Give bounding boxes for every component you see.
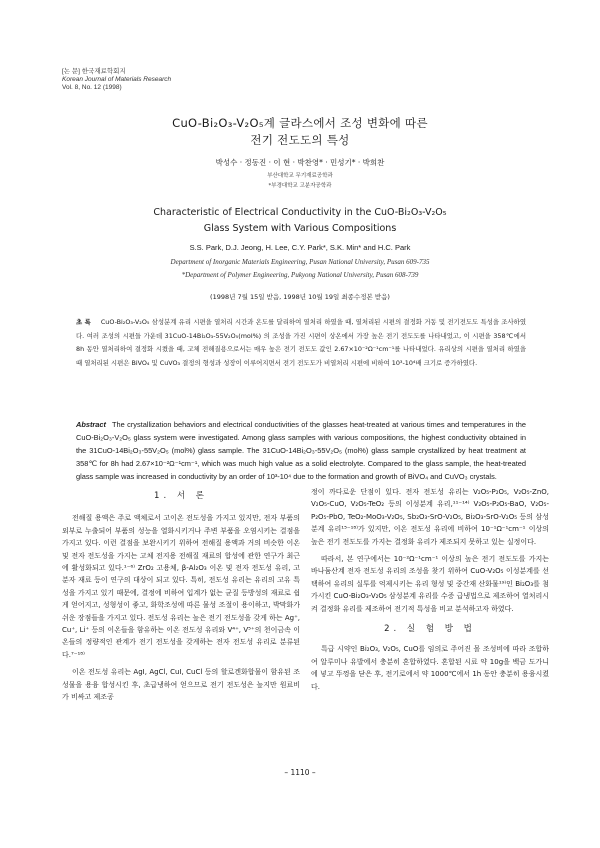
english-abstract-text: The crystallization behaviors and electrical conductivities of the glasses heat-treated at various times and temperatures in the CuO-Bi₂O₃-V₂O₅ glass system were investigated. Among glass samples with various compositions, the highest conductivity obtained in the 31CuO-14Bi₂O₃-55V₂O₅ (mol%) glass sample. The 31CuO-14Bi₂O₃-55V₂O₅ (mol%) glass sample crystallized by heat treatment at 358℃ for 8h had 2.67×10⁻²Ω⁻¹cm⁻¹, which was much high value as a solid electrolyte. Compared to the glass sample, the heat-treated glass sample was increased in conductivity by an order of 10³-10⁴ due to the formation and growth of BiVO₄ and CuVO₃ crystals. [76,420,526,481]
english-abstract [76,418,526,483]
body-paragraph: 따라서, 본 연구에서는 10⁻²Ω⁻¹cm⁻¹ 이상의 높은 전기 전도도를 가지는 바나듐산계 전자 전도성 유리의 조성을 찾기 위하여 CuO-V₂O₅ 이성분계를 선택하여 유리의 실투를 억제시키는 유리 형성 및 중간재 산화물¹⁹⁾인 Bi₂O₃를 첨가시킨 CuO-Bi₂O₃-V₂O₅ 삼성분계 유리를 수증 급냉법으로 제조하여 열처리시켜 결정화 유리를 제조하여 전기적 특성을 비교 분석하고자 하였다. [311,555,549,613]
section-heading-introduction: 1. 서 론 [154,491,208,501]
english-authors: S.S. Park, D.J. Jeong, H. Lee, C.Y. Park*, S.K. Min* and H.C. Park [189,243,411,252]
korean-title [0,115,600,149]
english-affiliations [0,256,600,282]
korean-affiliation-2: *부경대학교 고분자공학과 [268,183,332,189]
section-heading-experimental: 2. 실 험 방 법 [384,624,476,635]
korean-abstract [76,316,526,370]
body-paragraph: 특급 시약인 Bi₂O₃, V₂O₅, CuO를 임의로 주어진 몰 조성비에 따라 조합하여 알루미나 유발에서 충분히 혼합하였다. 혼합된 시료 약 10g을 백금 도가니에 넣고 뚜껑을 닫은 후, 전기로에서 약 1000℃에서 1h 동안 충분히 용융시켰다. [311,645,549,691]
body-paragraph: 정이 까다로운 단점이 있다. 전자 전도성 유리는 V₂O₅-P₂O₅, V₂O₅-ZnO, V₂O₅-CuO, V₂O₅-TeO₂ 등의 이성분계 유리,¹¹⁻¹⁴⁾ V₂O₅-P₂O₅-BaO, V₂O₅-P₂O₅-PbO, TeO₂-MoO₃-V₂O₅, Sb₂O₃-SrO-V₂O₅, Bi₂O₃-SrO-V₂O₅ 등의 삼성분계 유리¹⁵⁻¹⁸⁾가 있지만, 이온 전도성 유리에 비하여 10⁻¹Ω⁻¹cm⁻¹ 이상의 높은 전기 전도도를 가지는 결정화 유리가 제조되지 못하고 있는 실정이다. [311,488,549,546]
korean-abstract-label: 초 록 [76,318,91,326]
english-title-line2: Glass System with Various Compositions [203,223,397,234]
page-number: – 1110 – [284,768,316,777]
received-date: (1998년 7월 15일 받음, 1998년 10월 19일 최종수정본 받음) [210,293,390,301]
right-column [311,486,549,693]
body-paragraph: 이온 전도성 유리는 AgI, AgCl, CuI, CuCl 등의 할로겐화합물이 함유된 조성물을 용융 합성시킨 후, 초급냉하여 얻으므로 전기 전도성은 높지만 원료비가 비싸고 제조공 [62,668,300,702]
journal-volume: Vol. 8, No. 12 (1998) [62,84,122,91]
body-paragraph: 전해질 용액은 주로 액체로서 고이온 전도성을 가지고 있지만, 전자 부품의 외부로 누출되어 부품의 성능을 열화시키거나 주변 부품을 오염시키는 결점을 가지고 있다. 이런 결점을 보완시키기 위하여 전해질 용액과 거의 비슷한 이온 및 전자 전도성을 가지는 고체 전지용 전해질 재료의 합성에 관한 연구가 최근에 활성화되고 있다.¹⁻⁶⁾ ZrO₂ 고용체, β-Al₂O₃ 이온 및 전자 전도성 유리, 고분자 재료 등이 연구의 대상이 되고 있다. 특히, 전도성 유리는 유리의 고유 특성을 가지고 있기 때문에, 결정에 비하여 입계가 없는 균질 등방성의 재료로 쉽게 얻어지고, 성형성이 좋고, 화학조성에 따른 물성 조절이 용이하고, 박막화가 쉬운 장점들을 가지고 있다. 전도성 유리는 높은 전기 전도성을 갖게 하는 Ag⁺, Cu⁺, Li⁺ 등의 이온들을 함유하는 이온 전도성 유리와 V⁴⁺, V⁵⁺의 천이금속 이온들의 정량적인 관계가 전기 전도성을 갖게하는 전자 전도성 유리로 분류된다.⁷⁻¹⁸⁾ [62,514,300,659]
korean-authors: 박성수 · 정동진 · 이 현 · 박찬영* · 민성기* · 박희찬 [215,158,385,167]
journal-category: [논 문] 한국재료학회지 [62,68,126,75]
english-affiliation-2: *Department of Polymer Engineering, Pukyong National University, Pusan 608-739 [181,271,419,279]
english-affiliation-1: Department of Inorganic Materials Engineering, Pusan National University, Pusan 609-735 [170,258,430,266]
journal-header [62,68,171,92]
journal-name: Korean Journal of Materials Research [62,76,172,83]
korean-title-line1: CuO-Bi₂O₃-V₂O₅계 글라스에서 조성 변화에 따른 [172,116,428,130]
korean-affiliation-1: 부산대학교 무기재료공학과 [267,173,333,179]
korean-title-line2: 전기 전도도의 특성 [250,133,350,147]
english-title-line1: Characteristic of Electrical Conductivity in the CuO-Bi₂O₃-V₂O₅ [153,207,447,218]
korean-affiliations [0,171,600,191]
korean-abstract-text: CuO-Bi₂O₃-V₂O₅ 삼성분계 유리 시편을 열처리 시간과 온도를 달리하여 열처리 하였을 때, 열처리된 시편의 결정화 거동 및 전기전도도 특성을 조사하였다. 여러 조성의 시편들 가운데 31CuO-14Bi₂O₃-55V₂O₅(mol%) 의 조성을 가진 시편이 상온에서 가장 높은 전기 전도도를 나타내었고, 이 시편을 358℃에서 8h 동안 열처리하여 결정화 시켰을 때, 고체 전해질용으로서는 매우 높은 전기 전도도 값인 2.67×10⁻²Ω⁻¹cm⁻¹를 나타내었다. 유리상의 시편을 열처리 하였을 때 열처리된 시편은 BiVO₄ 및 CuVO₃ 결정의 형성과 성장이 이루어지면서 전기 전도도가 비열처리 시편에 비하여 10³-10⁴배 크기로 증가하였다. [76,318,527,367]
english-abstract-label: Abstract [76,420,106,429]
english-title [0,205,600,237]
left-column [62,490,300,704]
